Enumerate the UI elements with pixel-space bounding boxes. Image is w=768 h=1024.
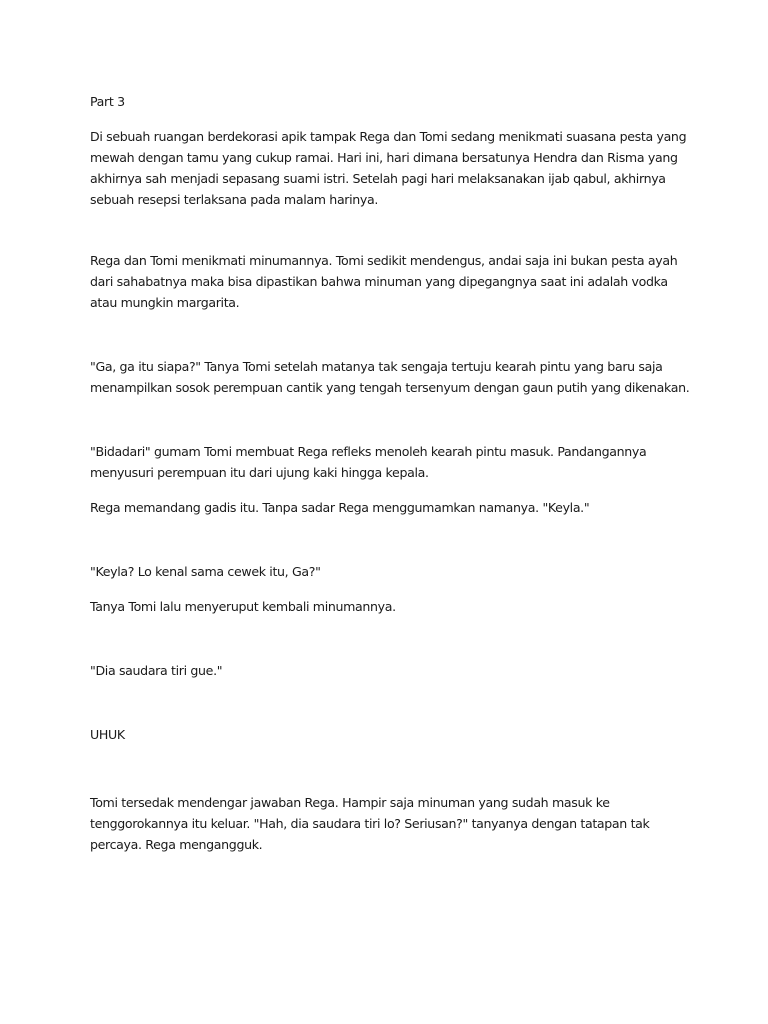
paragraph-party-scene: Di sebuah ruangan berdekorasi apik tampak Rega dan Tomi sedang menikmati suasana pesta yang mewah dengan tamu yang cukup ramai. Hari ini, hari dimana bersatunya Hendra dan Risma yang akhirnya sah menjadi sepasang suami istri. Setelah pagi hari melaksanakan ijab qabul, akhirnya sebuah resepsi terlaksana pada malam harinya. <box>90 129 687 207</box>
paragraph-bidadari: "Bidadari" gumam Tomi membuat Rega refleks menoleh kearah pintu masuk. Pandangannya menyusuri perempuan itu dari ujung kaki hingga kepala. <box>90 444 647 480</box>
paragraph-tomi-question: "Ga, ga itu siapa?" Tanya Tomi setelah matanya tak sengaja tertuju kearah pintu yang baru saja menampilkan sosok perempuan cantik yang tengah tersenyum dengan gaun putih yang dikenakan. <box>90 359 690 395</box>
paragraph-keyla-name: Rega memandang gadis itu. Tanpa sadar Rega menggumamkan namanya. "Keyla." <box>90 500 590 515</box>
paragraph-sip-drink: Tanya Tomi lalu menyeruput kembali minumannya. <box>90 599 396 614</box>
paragraph-uhuk: UHUK <box>90 727 125 742</box>
part-heading: Part 3 <box>90 94 125 109</box>
paragraph-step-sibling: "Dia saudara tiri gue." <box>90 663 223 678</box>
paragraph-tomi-choked: Tomi tersedak mendengar jawaban Rega. Hampir saja minuman yang sudah masuk ke tenggorokannya itu keluar. "Hah, dia saudara tiri lo? Seriusan?" tanyanya dengan tatapan tak percaya. Rega mengangguk. <box>90 795 650 852</box>
paragraph-keyla-question: "Keyla? Lo kenal sama cewek itu, Ga?" <box>90 564 321 579</box>
paragraph-drinks: Rega dan Tomi menikmati minumannya. Tomi sedikit mendengus, andai saja ini bukan pesta ayah dari sahabatnya maka bisa dipastikan bahwa minuman yang dipegangnya saat ini adalah vodka atau mungkin margarita. <box>90 253 678 310</box>
